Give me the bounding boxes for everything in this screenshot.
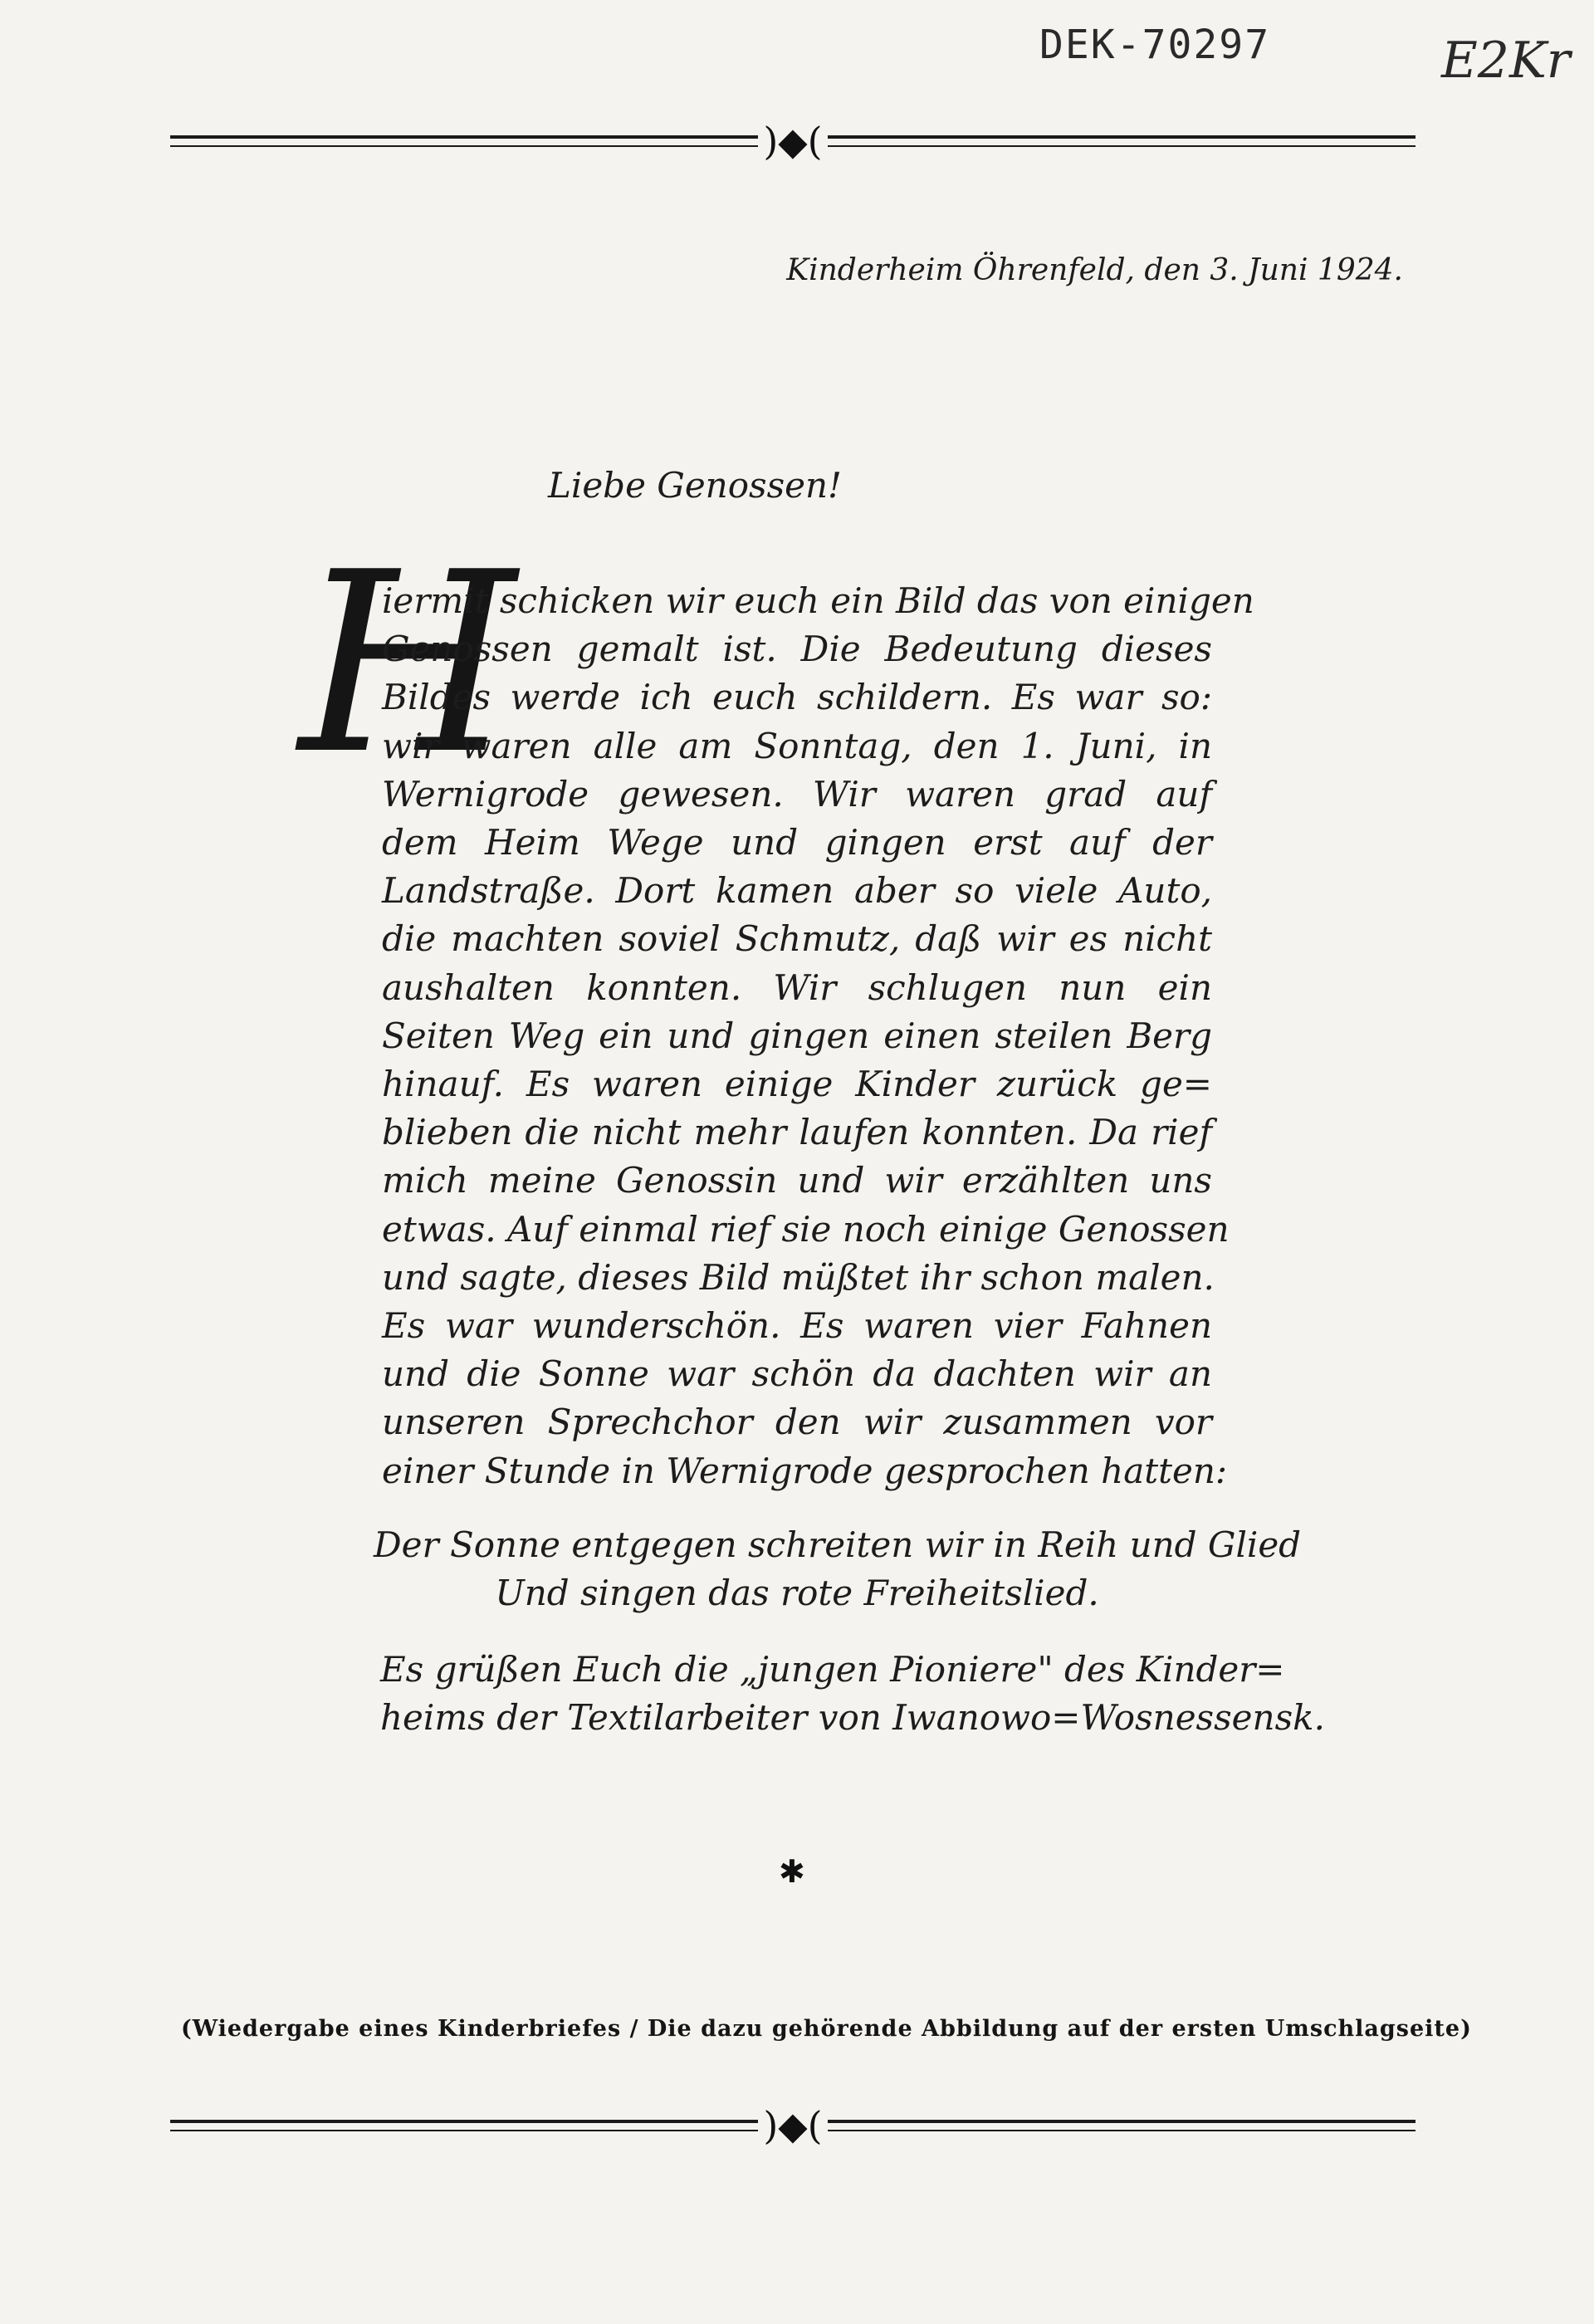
chorus-line: Der Sonne entgegen schreiten wir in Reih und Glied: [374, 1524, 1302, 1565]
body-line: und die Sonne war schön da dachten wir an: [382, 1353, 1212, 1395]
body-line: Es war wunderschön. Es waren vier Fahnen: [382, 1305, 1212, 1347]
body-line: wir waren alle am Sonntag, den 1. Juni, in: [382, 725, 1212, 766]
body-line: Genossen gemalt ist. Die Bedeutung dieses: [382, 629, 1212, 670]
body-line: dem Heim Wege und gingen erst auf der: [382, 822, 1212, 864]
body-line: hinauf. Es waren einige Kinder zurück ge=: [382, 1064, 1212, 1105]
salutation: Liebe Genossen!: [548, 465, 842, 506]
ornament-rule-bottom: [170, 2103, 1416, 2148]
body-line: unseren Sprechchor den wir zusammen vor: [382, 1402, 1212, 1443]
body-line: etwas. Auf einmal rief sie noch einige Genossen: [382, 1208, 1230, 1250]
ornament-diamond-icon: )◆(: [763, 119, 823, 164]
handwritten-mark: E2Kr: [1441, 32, 1571, 90]
greeting-line: heims der Textilarbeiter von Iwanowo=Wosnessensk.: [380, 1697, 1325, 1738]
body-line: mich meine Genossin und wir erzählten uns: [382, 1160, 1212, 1201]
body-line: aushalten konnten. Wir schlugen nun ein: [382, 966, 1212, 1008]
body-line: einer Stunde in Wernigrode gesprochen hatten:: [382, 1450, 1228, 1491]
letter-body: [382, 577, 1254, 1495]
body-line: die machten soviel Schmutz, daß wir es nicht: [382, 918, 1212, 960]
star-icon: ✱: [779, 1853, 805, 1890]
rule-line-left: [170, 135, 758, 147]
body-line: Wernigrode gewesen. Wir waren grad auf: [382, 773, 1212, 815]
body-line: iermit schicken wir euch ein Bild das von einigen: [382, 580, 1254, 621]
body-line: blieben die nicht mehr laufen konnten. Da rief: [382, 1112, 1212, 1153]
rule-line-right: [828, 135, 1416, 147]
drop-cap: H: [299, 519, 516, 809]
body-line: und sagte, dieses Bild müßtet ihr schon malen.: [382, 1256, 1215, 1298]
rule-line-right: [828, 2120, 1416, 2131]
body-line: Seiten Weg ein und gingen einen steilen Berg: [382, 1015, 1212, 1056]
dateline: Kinderheim Öhrenfeld, den 3. Juni 1924.: [786, 253, 1403, 287]
greeting-line: Es grüßen Euch die „jungen Pioniere" des Kinder=: [380, 1649, 1285, 1690]
chorus-line: Und singen das rote Freiheitslied.: [495, 1573, 1099, 1613]
catalog-stamp: DEK-70297: [1039, 22, 1271, 68]
chorus-verse: [374, 1521, 1302, 1617]
ornament-diamond-icon: )◆(: [763, 2103, 823, 2148]
ornament-rule-top: [170, 119, 1416, 164]
closing-greeting: [380, 1646, 1325, 1742]
rule-line-left: [170, 2120, 758, 2131]
body-line: Landstraße. Dort kamen aber so viele Auto,: [382, 870, 1212, 912]
footnote: (Wiedergabe eines Kinderbriefes / Die dazu gehörende Abbildung auf der ersten Umschlagseite): [181, 2016, 1472, 2042]
body-line: Bildes werde ich euch schildern. Es war so:: [382, 677, 1212, 718]
